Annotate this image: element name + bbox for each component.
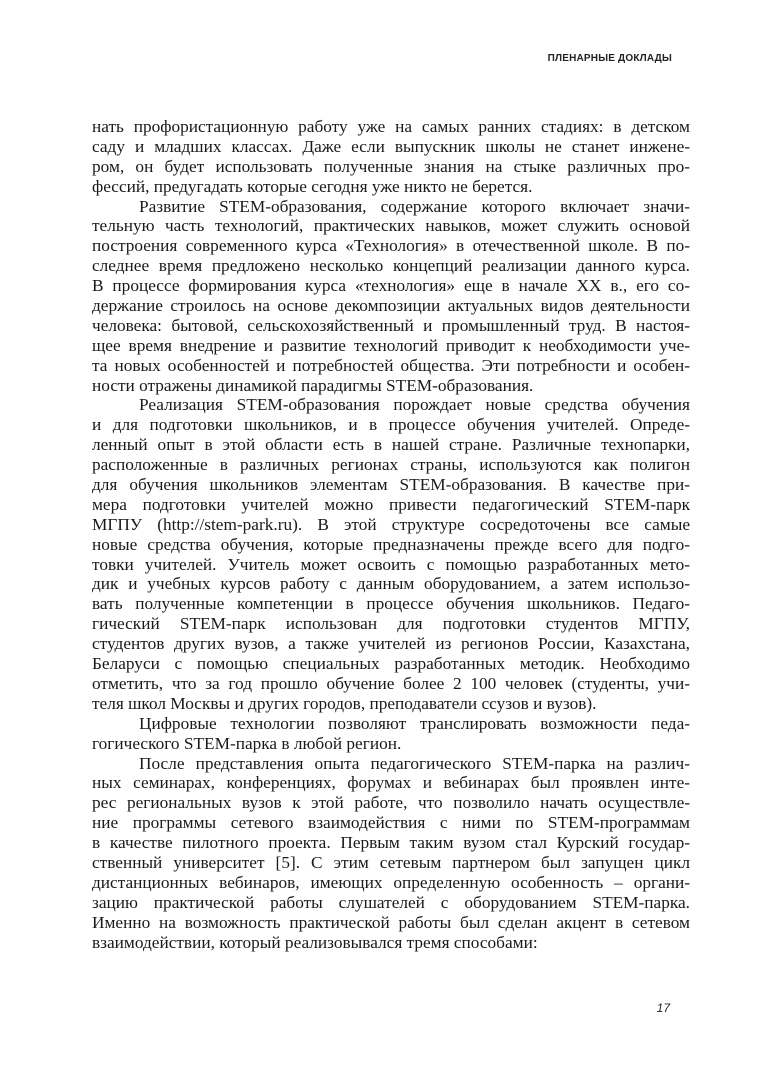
text-line: держание строилось на основе декомпозиции актуальных видов деятельности	[92, 296, 690, 316]
text-line: ственный университет [5]. С этим сетевым партнером был запущен цикл	[92, 852, 690, 872]
paragraph	[92, 197, 690, 396]
text-line: гический STEM-парк использован для подготовки студентов МГПУ,	[92, 614, 690, 634]
text-line: Цифровые технологии позволяют транслировать возможности педа-	[139, 713, 690, 733]
paragraph	[92, 395, 690, 713]
text-line: ром, он будет использовать полученные знания на стыке различных про-	[92, 156, 690, 176]
text-line: та новых особенностей и потребностей общества. Эти потребности и особен-	[92, 355, 690, 375]
text-line: вать полученные компетенции в процессе обучения школьников. Педаго-	[92, 594, 690, 614]
text-line: зацию практической работы слушателей с оборудованием STEM-парка.	[92, 892, 690, 912]
text-line: Беларуси с помощью специальных разработанных методик. Необходимо	[92, 654, 690, 674]
text-line: дик и учебных курсов работу с данным оборудованием, а затем использо-	[92, 574, 690, 594]
text-line: В процессе формирования курса «технология» еще в начале XX в., его со-	[92, 276, 690, 296]
text-line: рес региональных вузов к этой работе, что позволило начать осуществле-	[92, 793, 690, 813]
text-line: построения современного курса «Технология» в отечественной школе. В по-	[92, 236, 690, 256]
text-line: в качестве пилотного проекта. Первым таким вузом стал Курский государ-	[92, 833, 690, 853]
text-line: тельную часть технологий, практических навыков, может служить основой	[92, 216, 690, 236]
text-line: дистанционных вебинаров, имеющих определенную особенность – органи-	[92, 872, 690, 892]
article-body	[92, 117, 690, 952]
text-line: ных семинарах, конференциях, форумах и вебинарах был проявлен инте-	[92, 773, 690, 793]
text-line: ние программы сетевого взаимодействия с ними по STEM-программам	[92, 813, 690, 833]
running-header: ПЛЕНАРНЫЕ ДОКЛАДЫ	[547, 53, 672, 64]
text-line: Именно на возможность практической работы был сделан акцент в сетевом	[92, 912, 690, 932]
text-line: гогического STEM-парка в любой регион.	[92, 733, 402, 753]
page-number: 17	[656, 1001, 670, 1015]
text-line: щее время внедрение и развитие технологий приводит к необходимости уче-	[92, 335, 690, 355]
text-line: мера подготовки учителей можно привести педагогический STEM-парк	[92, 494, 690, 514]
text-line: саду и младших классах. Даже если выпускник школы не станет инжене-	[92, 136, 690, 156]
text-line: Реализация STEM-образования порождает новые средства обучения	[139, 395, 690, 415]
text-line: Развитие STEM-образования, содержание которого включает значи-	[139, 196, 690, 216]
paragraph	[92, 754, 690, 953]
text-line: ленный опыт в этой области есть в нашей стране. Различные технопарки,	[92, 435, 690, 455]
text-line: расположенные в различных регионах страны, используются как полигон	[92, 455, 690, 475]
text-line: для обучения школьников элементам STEM-образования. В качестве при-	[92, 475, 690, 495]
paragraph	[92, 714, 690, 754]
paragraph	[92, 117, 690, 197]
text-line: отметить, что за год прошло обучение более 2 100 человек (студенты, учи-	[92, 673, 690, 693]
text-line: и для подготовки школьников, и в процессе обучения учителей. Опреде-	[92, 415, 690, 435]
text-line: человека: бытовой, сельскохозяйственный и промышленный труд. В настоя-	[92, 315, 690, 335]
text-line: новые средства обучения, которые предназначены прежде всего для подго-	[92, 534, 690, 554]
text-line: нать профористационную работу уже на самых ранних стадиях: в детском	[92, 117, 690, 136]
text-line: ности отражены динамикой парадигмы STEM-образования.	[92, 375, 534, 395]
text-line: товки учителей. Учитель может освоить с помощью разработанных мето-	[92, 554, 690, 574]
text-line: МГПУ (http://stem-park.ru). В этой структуре сосредоточены все самые	[92, 514, 690, 534]
text-line: взаимодействии, который реализовывался тремя способами:	[92, 932, 538, 952]
text-line: теля школ Москвы и других городов, преподаватели ссузов и вузов).	[92, 693, 597, 713]
text-line: студентов других вузов, а также учителей из регионов России, Казахстана,	[92, 634, 690, 654]
text-line: следнее время предложено несколько концепций реализации данного курса.	[92, 256, 690, 276]
text-line: фессий, предугадать которые сегодня уже никто не берется.	[92, 176, 533, 196]
text-line: После представления опыта педагогического STEM-парка на различ-	[139, 753, 690, 773]
